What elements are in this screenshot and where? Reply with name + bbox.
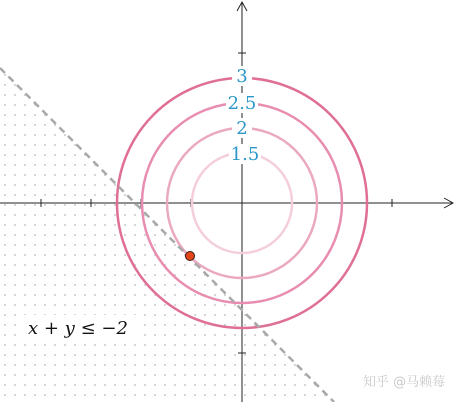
contour-label-1-5: 1.5 <box>230 144 260 165</box>
contour-label-3: 3 <box>236 66 248 87</box>
contour-labels <box>226 66 261 165</box>
optimum-point <box>186 252 195 261</box>
watermark: 知乎 @马赖莓 <box>363 375 446 390</box>
constraint-label: x + y ≤ −2 <box>28 318 128 339</box>
contour-label-2-5: 2.5 <box>227 93 257 114</box>
contour-label-2: 2 <box>236 118 248 139</box>
